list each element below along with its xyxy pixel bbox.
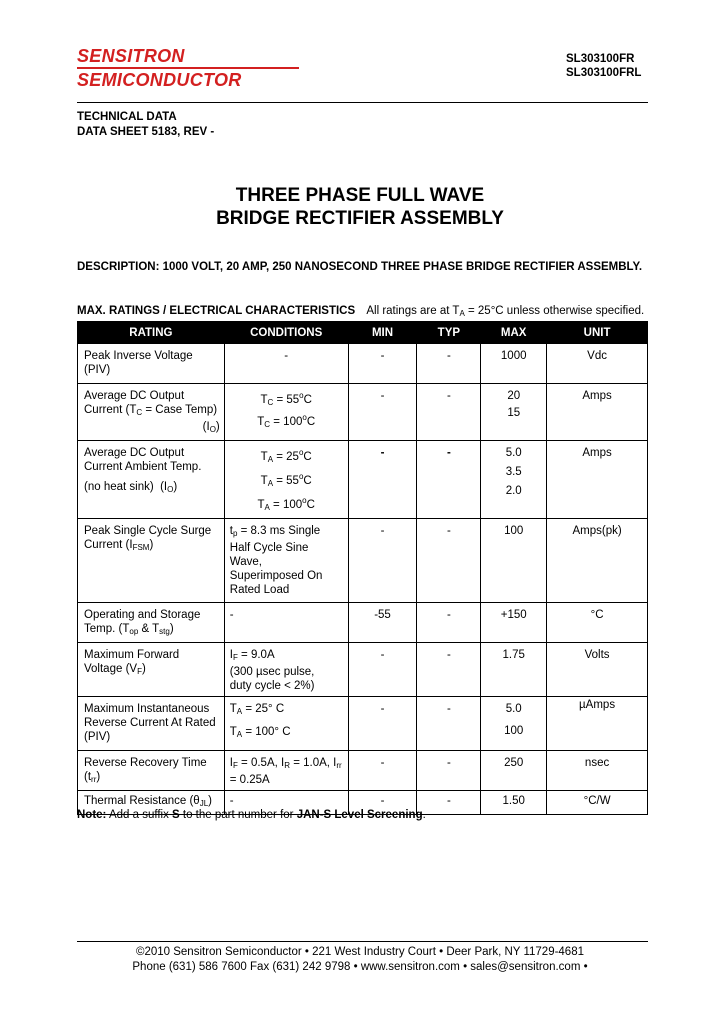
table-row xyxy=(78,344,648,384)
max-value: 15 xyxy=(507,407,521,419)
rating-text: Reverse Recovery Time xyxy=(84,757,207,769)
min-cell: - xyxy=(348,344,417,384)
technical-data-label: TECHNICAL DATA xyxy=(77,111,177,123)
min-cell: - xyxy=(348,384,417,441)
table-row xyxy=(78,519,648,603)
rating-cell xyxy=(78,519,225,603)
condition-text: $T_C = 100^oC$ xyxy=(257,413,316,429)
ratings-header-label: MAX. RATINGS / ELECTRICAL CHARACTERISTICS xyxy=(77,305,356,317)
conditions-cell: - xyxy=(224,603,348,643)
table-row xyxy=(78,697,648,751)
condition-text: duty cycle < 2%) xyxy=(229,680,315,692)
rating-text: Current ($T_C$ = Case Temp) xyxy=(84,404,218,417)
rating-text: Current $(I_{FSM})$ xyxy=(84,539,154,552)
condition-text: = 0.25A xyxy=(229,774,270,786)
logo-line-2: SEMICONDUCTOR xyxy=(77,70,242,90)
typ-cell: - xyxy=(417,643,481,697)
rating-text: Average DC Output xyxy=(84,447,185,459)
rating-text: Thermal Resistance $(\theta_{JL})$ xyxy=(84,795,212,808)
company-logo xyxy=(77,46,185,67)
rating-text: Reverse Current At Rated xyxy=(84,717,216,729)
part-number-2: SL303100FRL xyxy=(566,67,642,79)
conditions-cell xyxy=(224,519,348,603)
technical-data-header xyxy=(77,110,214,140)
max-cell: 1000 xyxy=(481,344,547,384)
condition-text: $I_F = 0.5A$, $I_R = 1.0A$, $I_{rr}$ xyxy=(229,757,342,770)
typ-cell: - xyxy=(417,519,481,603)
column-header: MIN xyxy=(348,322,417,344)
max-value: 100 xyxy=(504,725,524,737)
column-header: MAX xyxy=(481,322,547,344)
conditions-cell xyxy=(224,697,348,751)
typ-cell: - xyxy=(417,751,481,791)
condition-text: $t_p = 8.3$ ms Single xyxy=(229,525,321,538)
ratings-note-pre: All ratings are at T xyxy=(366,305,460,317)
rating-text: Temp. ($T_{op}$ & $T_{stg}$) xyxy=(84,623,174,636)
table-row xyxy=(78,643,648,697)
unit-cell: Amps xyxy=(547,441,648,519)
header-rule xyxy=(77,102,648,103)
data-sheet-label: DATA SHEET 5183, REV - xyxy=(77,126,215,138)
unit-cell: °C xyxy=(547,603,648,643)
max-cell: 100 xyxy=(481,519,547,603)
rating-text: Voltage $(V_F)$ xyxy=(84,663,146,676)
note-screening-level: JAN-S Level Screening xyxy=(296,809,423,821)
max-cell: 1.50 xyxy=(481,791,547,815)
ratings-note-sub: A xyxy=(459,309,465,318)
part-numbers xyxy=(566,52,641,80)
min-cell: - xyxy=(348,519,417,603)
ratings-table xyxy=(77,321,648,815)
part-number-1: SL303100FR xyxy=(566,53,635,65)
rating-text: (no heat sink) $(I_O)$ xyxy=(84,481,178,494)
condition-text: $I_F = 9.0A$ xyxy=(229,649,275,662)
rating-text: Peak Inverse Voltage xyxy=(84,350,193,362)
footer-contact: Phone (631) 586 7600 Fax (631) 242 9798 • www.sensitron.com • sales@sensitron.com • xyxy=(132,961,588,973)
max-value: 20 xyxy=(507,390,521,402)
document-title xyxy=(0,184,720,230)
condition-text: $T_A = 100^\circ$ C xyxy=(229,726,291,739)
condition-text: Wave, xyxy=(229,556,262,568)
unit-cell: µAmps xyxy=(547,697,648,751)
condition-text: $T_A = 55^oC$ xyxy=(260,472,312,488)
max-value: 3.5 xyxy=(505,466,522,478)
footer-rule xyxy=(77,941,648,942)
max-cell xyxy=(481,697,547,751)
logo-line-1: SENSITRON xyxy=(77,46,185,66)
rating-cell xyxy=(78,344,225,384)
condition-text: $T_A = 100^oC$ xyxy=(257,496,315,512)
typ-cell: - xyxy=(417,697,481,751)
rating-text: Operating and Storage xyxy=(84,609,201,621)
note-suffix: S xyxy=(172,809,180,821)
max-value: 5.0 xyxy=(505,703,522,715)
max-cell: 250 xyxy=(481,751,547,791)
max-cell xyxy=(481,384,547,441)
typ-cell: - xyxy=(417,441,481,519)
typ-cell: - xyxy=(417,603,481,643)
rating-text: Average DC Output xyxy=(84,390,185,402)
condition-text: Half Cycle Sine xyxy=(229,542,309,554)
table-row xyxy=(78,384,648,441)
rating-text: Current Ambient Temp. xyxy=(84,461,202,473)
note-text: Add a suffix xyxy=(106,809,173,821)
rating-text: (PIV) xyxy=(84,364,111,376)
condition-text: Superimposed On xyxy=(229,570,323,582)
condition-text: (300 µsec pulse, xyxy=(229,666,315,678)
min-cell: - xyxy=(348,441,417,519)
condition-text: Rated Load xyxy=(229,584,290,596)
column-header: CONDITIONS xyxy=(224,322,348,344)
typ-cell: - xyxy=(417,791,481,815)
max-value: 5.0 xyxy=(505,447,522,459)
conditions-cell xyxy=(224,643,348,697)
max-cell: +150 xyxy=(481,603,547,643)
note-text: . xyxy=(422,809,426,821)
max-value: 2.0 xyxy=(505,485,522,497)
note-label: Note: xyxy=(77,809,107,821)
typ-cell: - xyxy=(417,344,481,384)
rating-text: $(I_O)$ xyxy=(202,421,220,434)
column-header: TYP xyxy=(417,322,481,344)
footer xyxy=(0,945,720,975)
min-cell: - xyxy=(348,791,417,815)
typ-cell: - xyxy=(417,384,481,441)
footer-address: ©2010 Sensitron Semiconductor • 221 West Industry Court • Deer Park, NY 11729-4681 xyxy=(135,946,584,958)
min-cell: - xyxy=(348,697,417,751)
ratings-header xyxy=(77,304,648,321)
max-cell xyxy=(481,441,547,519)
min-cell: - xyxy=(348,751,417,791)
unit-cell: Amps xyxy=(547,384,648,441)
rating-cell xyxy=(78,603,225,643)
rating-text: Maximum Instantaneous xyxy=(84,703,210,715)
ratings-header-note xyxy=(366,305,644,317)
min-cell: - xyxy=(348,643,417,697)
table-header-row xyxy=(78,322,648,344)
rating-text: (PIV) xyxy=(84,731,111,743)
rating-cell xyxy=(78,697,225,751)
table-row xyxy=(78,751,648,791)
note-text: to the part number for xyxy=(179,809,297,821)
column-header: RATING xyxy=(78,322,225,344)
unit-cell: nsec xyxy=(547,751,648,791)
conditions-cell xyxy=(224,441,348,519)
logo-second-line xyxy=(77,70,242,91)
ratings-note-post: = 25°C unless otherwise specified. xyxy=(464,305,645,317)
unit-cell: °C/W xyxy=(547,791,648,815)
rating-cell xyxy=(78,384,225,441)
title-line-2: BRIDGE RECTIFIER ASSEMBLY xyxy=(216,208,504,229)
column-header: UNIT xyxy=(547,322,648,344)
max-cell: 1.75 xyxy=(481,643,547,697)
unit-cell: Volts xyxy=(547,643,648,697)
title-line-1: THREE PHASE FULL WAVE xyxy=(235,185,485,206)
rating-cell xyxy=(78,751,225,791)
description: DESCRIPTION: 1000 VOLT, 20 AMP, 250 NANOSECOND THREE PHASE BRIDGE RECTIFIER ASSEMBLY. xyxy=(77,261,643,273)
logo-rule xyxy=(77,67,299,69)
conditions-cell: - xyxy=(224,344,348,384)
condition-text: $T_A = 25^\circ$ C xyxy=(229,703,285,716)
table-row xyxy=(78,603,648,643)
table-row xyxy=(78,441,648,519)
conditions-cell xyxy=(224,751,348,791)
unit-cell: Vdc xyxy=(547,344,648,384)
conditions-cell: - xyxy=(224,791,348,815)
rating-cell xyxy=(78,643,225,697)
rating-cell xyxy=(78,441,225,519)
condition-text: $T_C = 55^oC$ xyxy=(260,391,312,407)
condition-text: $T_A = 25^oC$ xyxy=(260,448,312,464)
min-cell: -55 xyxy=(348,603,417,643)
rating-text: $(t_{rr})$ xyxy=(84,771,101,784)
rating-text: Maximum Forward xyxy=(84,649,180,661)
rating-text: Peak Single Cycle Surge xyxy=(84,525,212,537)
unit-cell: Amps(pk) xyxy=(547,519,648,603)
screening-note xyxy=(77,808,426,822)
conditions-cell xyxy=(224,384,348,441)
